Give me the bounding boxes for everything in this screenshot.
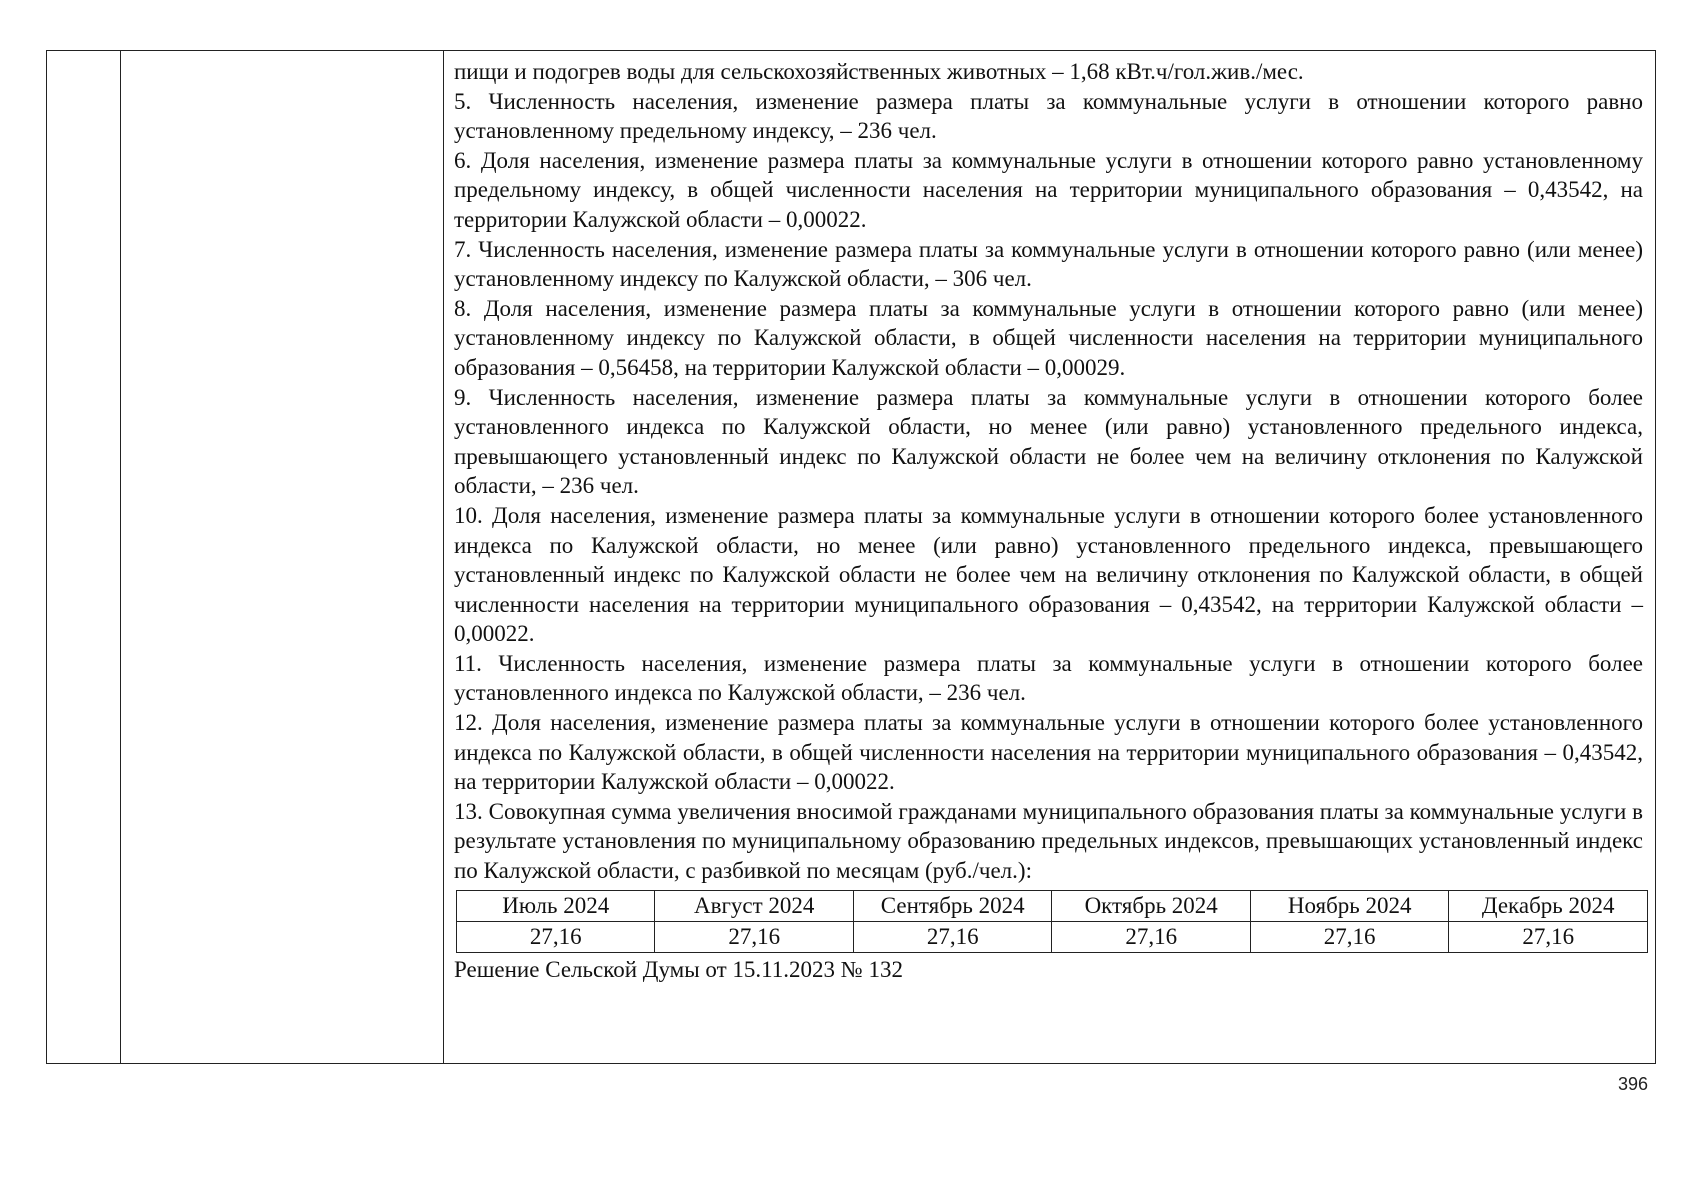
paragraph-5: 5. Численность населения, изменение размера платы за коммунальные услуги в отношении которого равно установленному предельному индексу, – 236 чел. (454, 88, 1643, 144)
column-divider-1 (120, 51, 121, 1063)
month-header: Август 2024 (655, 890, 853, 921)
month-value: 27,16 (1449, 921, 1648, 952)
paragraph-9: 9. Численность населения, изменение размера платы за коммунальные услуги в отношении которого более установленного индекса по Калужской области, но менее (или равно) установленного предельного индекса, превышающего установленный индекс по Калужской области не более чем на величину отклонения по Калужской области, – 236 чел. (454, 384, 1643, 499)
decision-reference: Решение Сельской Думы от 15.11.2023 № 132 (454, 956, 903, 982)
paragraph-8: 8. Доля населения, изменение размера платы за коммунальные услуги в отношении которого равно (или менее) установленному индексу по Калужской области, в общей численности населения на территории муниципального образования – 0,56458, на территории Калужской области – 0,00029. (454, 295, 1643, 380)
paragraph-continuation: пищи и подогрев воды для сельскохозяйственных животных – 1,68 кВт.ч/гол.жив./мес. (454, 59, 1304, 84)
month-header: Декабрь 2024 (1449, 890, 1648, 921)
month-value: 27,16 (655, 921, 853, 952)
month-value: 27,16 (457, 921, 655, 952)
month-header: Ноябрь 2024 (1250, 890, 1448, 921)
document-table (46, 50, 1656, 1064)
paragraph-6: 6. Доля населения, изменение размера платы за коммунальные услуги в отношении которого равно установленному предельному индексу, в общей численности населения на территории муниципального образования – 0,43542, на территории Калужской области – 0,00022. (454, 147, 1643, 232)
paragraph-7: 7. Численность населения, изменение размера платы за коммунальные услуги в отношении которого равно (или менее) установленному индексу по Калужской области, – 306 чел. (454, 236, 1643, 292)
monthly-increase-table (456, 890, 1648, 953)
month-header: Октябрь 2024 (1052, 890, 1250, 921)
table-header-row (457, 890, 1648, 921)
month-value: 27,16 (853, 921, 1051, 952)
month-header: Сентябрь 2024 (853, 890, 1051, 921)
month-value: 27,16 (1052, 921, 1250, 952)
month-header: Июль 2024 (457, 890, 655, 921)
paragraph-10: 10. Доля населения, изменение размера платы за коммунальные услуги в отношении которого более установленного индекса по Калужской области, но менее (или равно) установленного предельного индекса, превышающего установленный индекс по Калужской области не более чем на величину отклонения по Калужской области, в общей численности населения на территории муниципального образования – 0,43542, на территории Калужской области – 0,00022. (454, 502, 1643, 647)
paragraph-13: 13. Совокупная сумма увеличения вносимой гражданами муниципального образования платы за коммунальные услуги в результате установления по муниципальному образованию предельных индексов, превышающих установленный индекс по Калужской области, с разбивкой по месяцам (руб./чел.): (454, 798, 1643, 884)
paragraph-12: 12. Доля населения, изменение размера платы за коммунальные услуги в отношении которого более установленного индекса по Калужской области, в общей численности населения на территории муниципального образования – 0,43542, на территории Калужской области – 0,00022. (454, 710, 1643, 795)
table-value-row (457, 921, 1648, 952)
paragraph-11: 11. Численность населения, изменение размера платы за коммунальные услуги в отношении которого более установленного индекса по Калужской области, – 236 чел. (454, 650, 1643, 706)
month-value: 27,16 (1250, 921, 1448, 952)
content-cell (444, 51, 1655, 1063)
page-number: 396 (1618, 1074, 1649, 1094)
